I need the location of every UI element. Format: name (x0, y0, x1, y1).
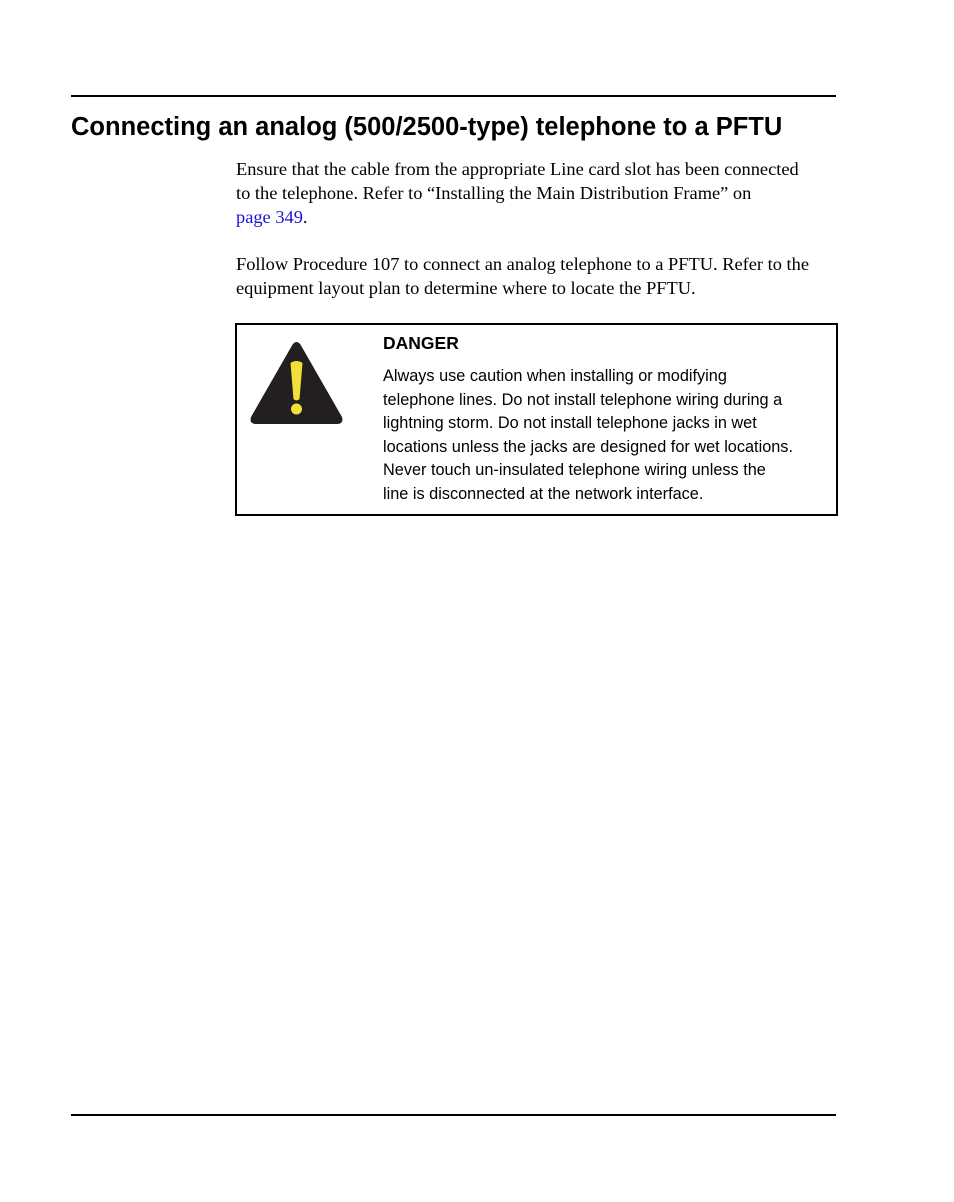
danger-line: lightning storm. Do not install telephone jacks in wet (383, 414, 757, 433)
procedure-line-1: Follow Procedure 107 to connect an analog telephone to a PFTU. Refer to the (236, 254, 810, 274)
page-reference-link[interactable]: page 349 (236, 207, 303, 227)
danger-title: DANGER (383, 333, 459, 353)
procedure-line-2: equipment layout plan to determine where to locate the PFTU. (236, 278, 696, 298)
bottom-rule (71, 1114, 836, 1116)
warning-triangle-icon (248, 339, 345, 427)
danger-text (383, 365, 833, 507)
procedure-paragraph (236, 252, 841, 300)
danger-line: line is disconnected at the network interface. (383, 484, 704, 503)
danger-notice (235, 323, 838, 516)
danger-line: Never touch un-insulated telephone wiring unless the (383, 461, 766, 480)
intro-line-3 (236, 205, 841, 229)
danger-line: telephone lines. Do not install telephone wiring during a (383, 390, 783, 409)
section-heading: Connecting an analog (500/2500-type) telephone to a PFTU (71, 113, 783, 141)
intro-line-2: to the telephone. Refer to “Installing the Main Distribution Frame” on (236, 183, 752, 203)
top-rule (71, 95, 836, 97)
link-trailing-period: . (302, 207, 308, 227)
intro-line-1: Ensure that the cable from the appropriate Line card slot has been connected (236, 159, 799, 179)
danger-line: Always use caution when installing or modifying (383, 367, 727, 385)
intro-paragraph (236, 157, 841, 229)
danger-line: locations unless the jacks are designed for wet locations. (383, 437, 793, 456)
